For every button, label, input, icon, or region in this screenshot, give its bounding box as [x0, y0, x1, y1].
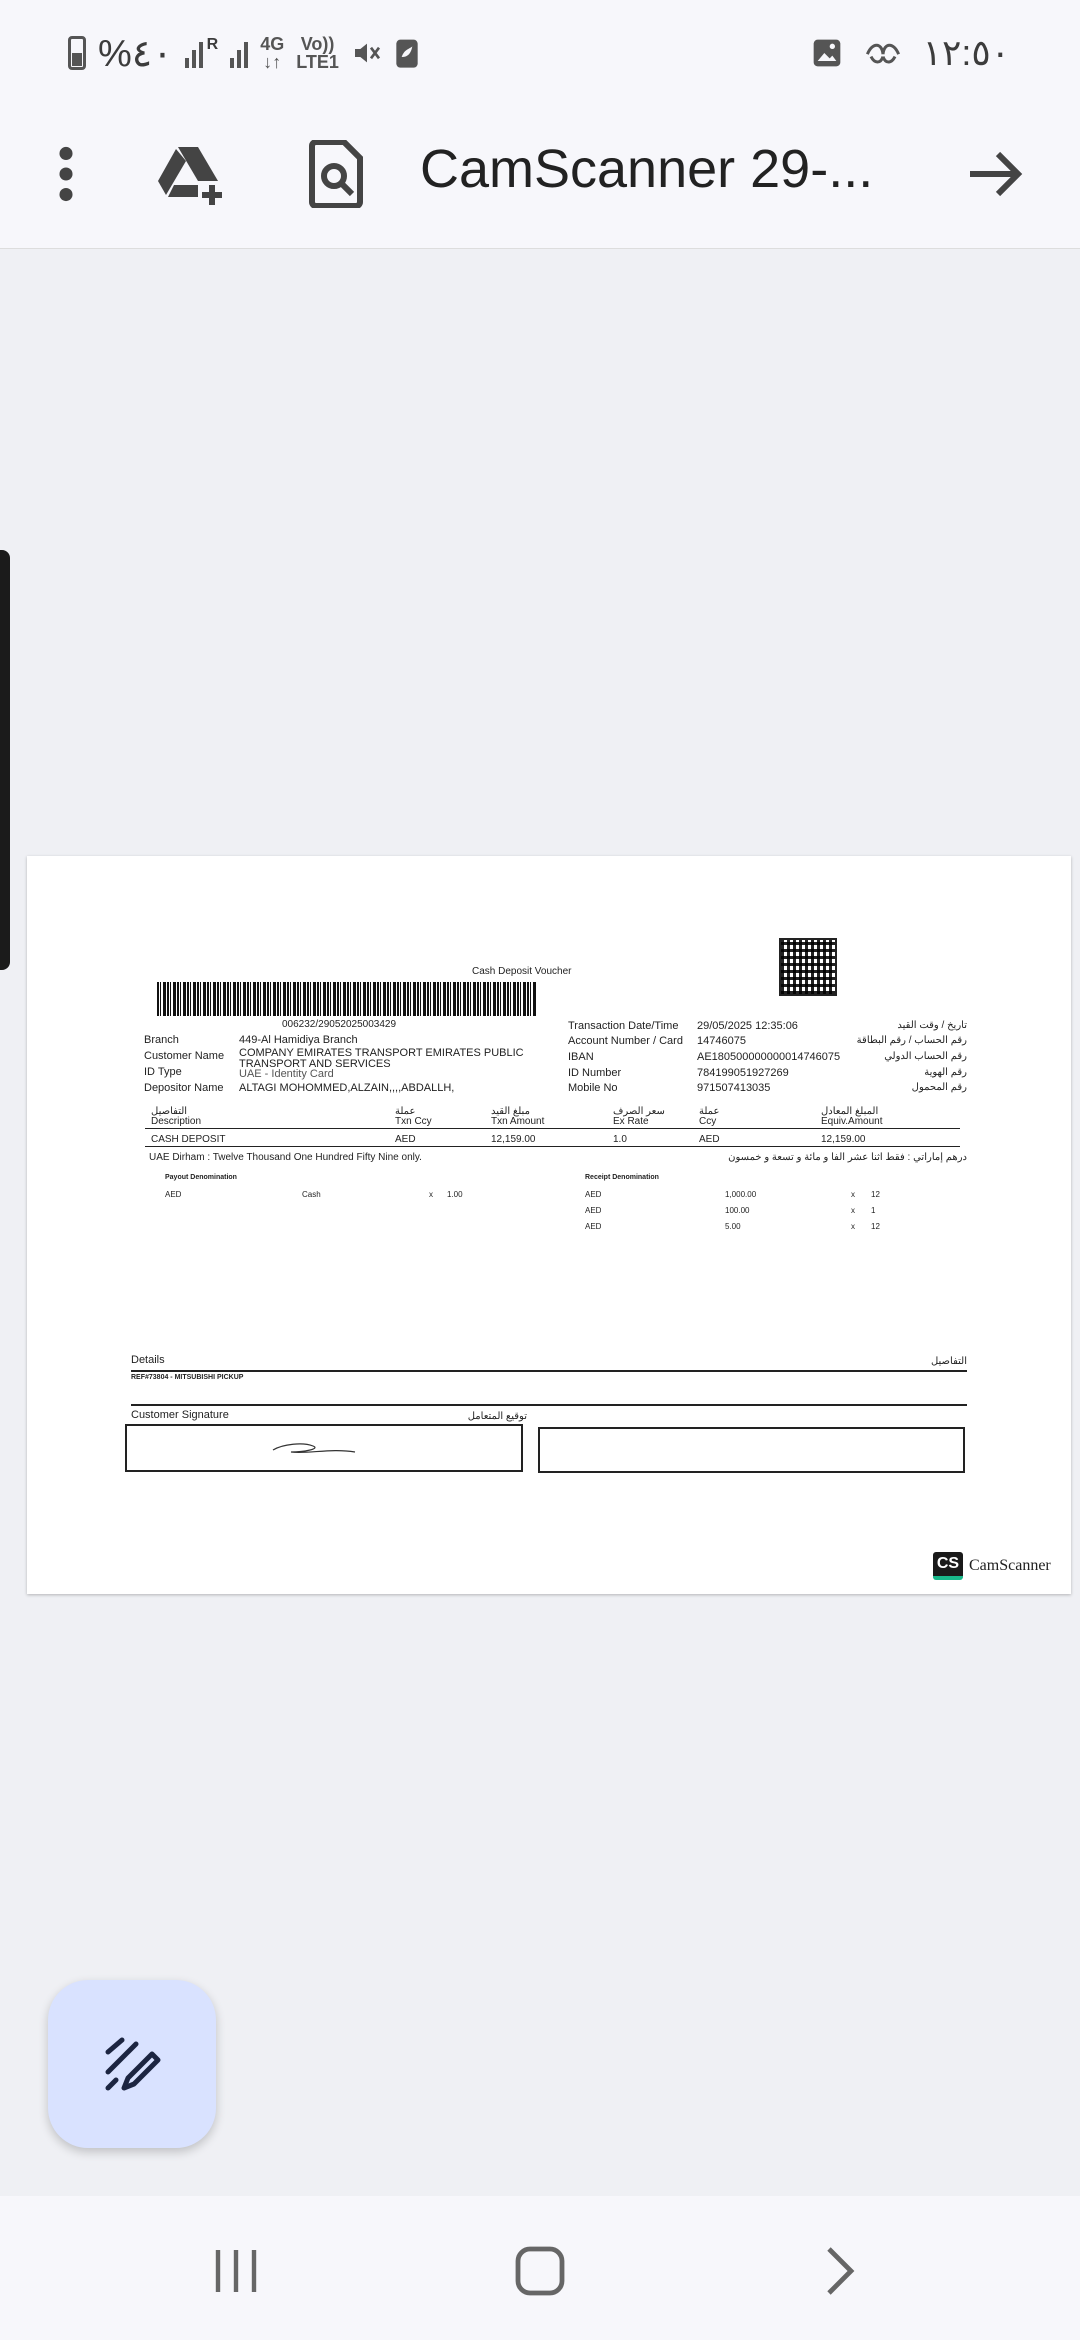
td: CASH DEPOSIT	[151, 1134, 226, 1145]
receipt-value: 5.00	[725, 1222, 741, 1231]
th-en: Ex Rate	[613, 1116, 649, 1127]
td: 12,159.00	[821, 1134, 866, 1145]
field-value: 449-Al Hamidiya Branch	[239, 1034, 358, 1046]
camscanner-logo: CS	[933, 1552, 963, 1580]
td: AED	[699, 1134, 720, 1145]
th-en: Description	[151, 1116, 202, 1127]
field-value: 14746075	[697, 1035, 746, 1047]
network-4g: 4G ↓↑	[260, 34, 285, 72]
td: 1.0	[613, 1134, 627, 1145]
th-ar: عملة	[395, 1106, 416, 1117]
field-label: ID Number	[568, 1067, 622, 1079]
field-value: COMPANY EMIRATES TRANSPORT EMIRATES PUBLIC TRANSPORT AND SERVICES	[239, 1047, 524, 1070]
field-label: IBAN	[568, 1051, 594, 1063]
receipt-title: Receipt Denomination	[585, 1174, 659, 1181]
td: AED	[395, 1134, 416, 1145]
td: 12,159.00	[491, 1134, 536, 1145]
field-label: ID Type	[144, 1066, 182, 1078]
payout-title: Payout Denomination	[165, 1174, 237, 1181]
receipt-ccy: AED	[585, 1222, 602, 1231]
th-ar: سعر الصرف	[613, 1106, 665, 1117]
signature-scribble	[271, 1440, 361, 1460]
field-label: Customer Name	[144, 1050, 225, 1062]
chevron-right-icon	[823, 2245, 857, 2297]
th-ar: عملة	[699, 1106, 720, 1117]
payout-x: x	[429, 1190, 433, 1199]
roaming-indicator: R	[206, 36, 219, 53]
field-value: UAE - Identity Card	[239, 1068, 334, 1080]
mute-icon	[351, 37, 383, 69]
field-arabic: رقم الهوية	[924, 1067, 967, 1078]
back-button[interactable]	[800, 2236, 880, 2306]
barcode-number: 006232/29052025003429	[282, 1019, 397, 1030]
th-ar: التفاصيل	[151, 1106, 188, 1117]
clock: ١٢:٥٠	[922, 32, 1010, 73]
add-to-drive-button[interactable]	[146, 128, 238, 220]
receipt-count: 12	[871, 1222, 880, 1231]
field-label: Mobile No	[568, 1082, 618, 1094]
signature-label: Customer Signature	[131, 1409, 229, 1421]
receipt-x: x	[851, 1190, 855, 1199]
battery-icon	[68, 36, 86, 70]
field-label: Depositor Name	[144, 1082, 224, 1094]
field-value: AE180500000000014746075	[697, 1051, 841, 1063]
status-right	[811, 28, 1010, 78]
receipt-x: x	[851, 1222, 855, 1231]
pen-edit-icon	[100, 2032, 164, 2096]
document-page[interactable]	[27, 856, 1071, 1594]
field-label: Branch	[144, 1034, 179, 1046]
status-left	[68, 28, 419, 78]
receipt-value: 100.00	[725, 1206, 750, 1215]
field-value: 971507413035	[697, 1082, 771, 1094]
network-volte: Vo)) LTE1	[296, 34, 339, 72]
open-forward-button[interactable]	[950, 128, 1042, 220]
field-value: ALTAGI MOHOMMED,ALZAIN,,,,ABDALLH,	[239, 1082, 455, 1094]
th-en: Txn Amount	[491, 1116, 545, 1127]
find-in-file-button[interactable]	[290, 128, 382, 220]
signal-icon	[185, 38, 203, 68]
edge-panel-handle[interactable]	[0, 550, 10, 970]
home-icon	[514, 2245, 566, 2297]
field-arabic: رقم المحمول	[911, 1082, 967, 1093]
arrow-forward-icon	[968, 150, 1024, 198]
signature-box-2	[538, 1427, 965, 1473]
th-ar: المبلغ المعادل	[821, 1106, 879, 1117]
camscanner-watermark	[933, 1552, 1051, 1580]
signature-label-ar: توقيع المتعامل	[467, 1411, 527, 1422]
payout-type: Cash	[302, 1190, 321, 1199]
th-en: Txn Ccy	[395, 1116, 432, 1127]
th-en: Equiv.Amount	[821, 1116, 883, 1127]
status-bar	[0, 0, 1080, 100]
receipt-ccy: AED	[585, 1190, 602, 1199]
details-text: REF#73804 - MITSUBISHI PICKUP	[131, 1374, 244, 1381]
app-notification-icon	[865, 39, 901, 67]
document-title: CamScanner 29-...	[420, 139, 874, 199]
field-value: 784199051927269	[697, 1067, 789, 1079]
payout-value: 1.00	[447, 1190, 463, 1199]
field-label: Account Number / Card	[568, 1035, 683, 1047]
details-label: Details	[131, 1354, 165, 1366]
signature-box	[125, 1424, 523, 1472]
recent-apps-icon	[212, 2246, 260, 2296]
home-button[interactable]	[500, 2236, 580, 2306]
details-label-ar: التفاصيل	[930, 1356, 967, 1367]
receipt-count: 12	[871, 1190, 880, 1199]
th-en: Ccy	[699, 1116, 717, 1127]
table-divider	[145, 1128, 960, 1129]
voucher-title: Cash Deposit Voucher	[472, 966, 572, 977]
battery-percent: %٤٠	[98, 32, 173, 75]
annotate-button[interactable]	[48, 1980, 216, 2148]
more-vert-icon	[56, 146, 76, 202]
field-arabic: تاريخ / وقت القيد	[897, 1020, 967, 1031]
receipt-count: 1	[871, 1206, 876, 1215]
amount-in-words: UAE Dirham : Twelve Thousand One Hundred Fifty Nine only.	[149, 1152, 422, 1163]
app-toolbar	[0, 100, 1080, 249]
field-arabic: رقم الحساب / رقم البطاقة	[856, 1035, 967, 1046]
save-battery-icon	[395, 37, 419, 69]
details-line	[131, 1370, 967, 1372]
field-label: Transaction Date/Time	[568, 1020, 679, 1032]
amount-in-words-ar: درهم إماراتي : فقط اثنا عشر الفا و مائة و تسعة و خمسون	[728, 1152, 967, 1163]
receipt-ccy: AED	[585, 1206, 602, 1215]
qr-code	[779, 938, 837, 996]
find-in-file-icon	[308, 140, 364, 208]
field-value: 29/05/2025 12:35:06	[697, 1020, 798, 1032]
receipt-x: x	[851, 1206, 855, 1215]
details-line	[131, 1404, 967, 1406]
payout-ccy: AED	[165, 1190, 182, 1199]
more-options-button[interactable]	[20, 128, 112, 220]
barcode	[157, 982, 537, 1016]
table-divider	[145, 1146, 960, 1147]
th-ar: مبلغ القيد	[491, 1106, 530, 1117]
gallery-icon	[811, 37, 843, 69]
signal-icon-2	[230, 38, 248, 68]
recent-apps-button[interactable]	[196, 2236, 276, 2306]
field-arabic: رقم الحساب الدولي	[884, 1051, 967, 1062]
system-nav-bar	[0, 2196, 1080, 2340]
add-to-drive-icon	[156, 143, 228, 205]
camscanner-text: CamScanner	[969, 1557, 1051, 1574]
receipt-value: 1,000.00	[725, 1190, 757, 1199]
